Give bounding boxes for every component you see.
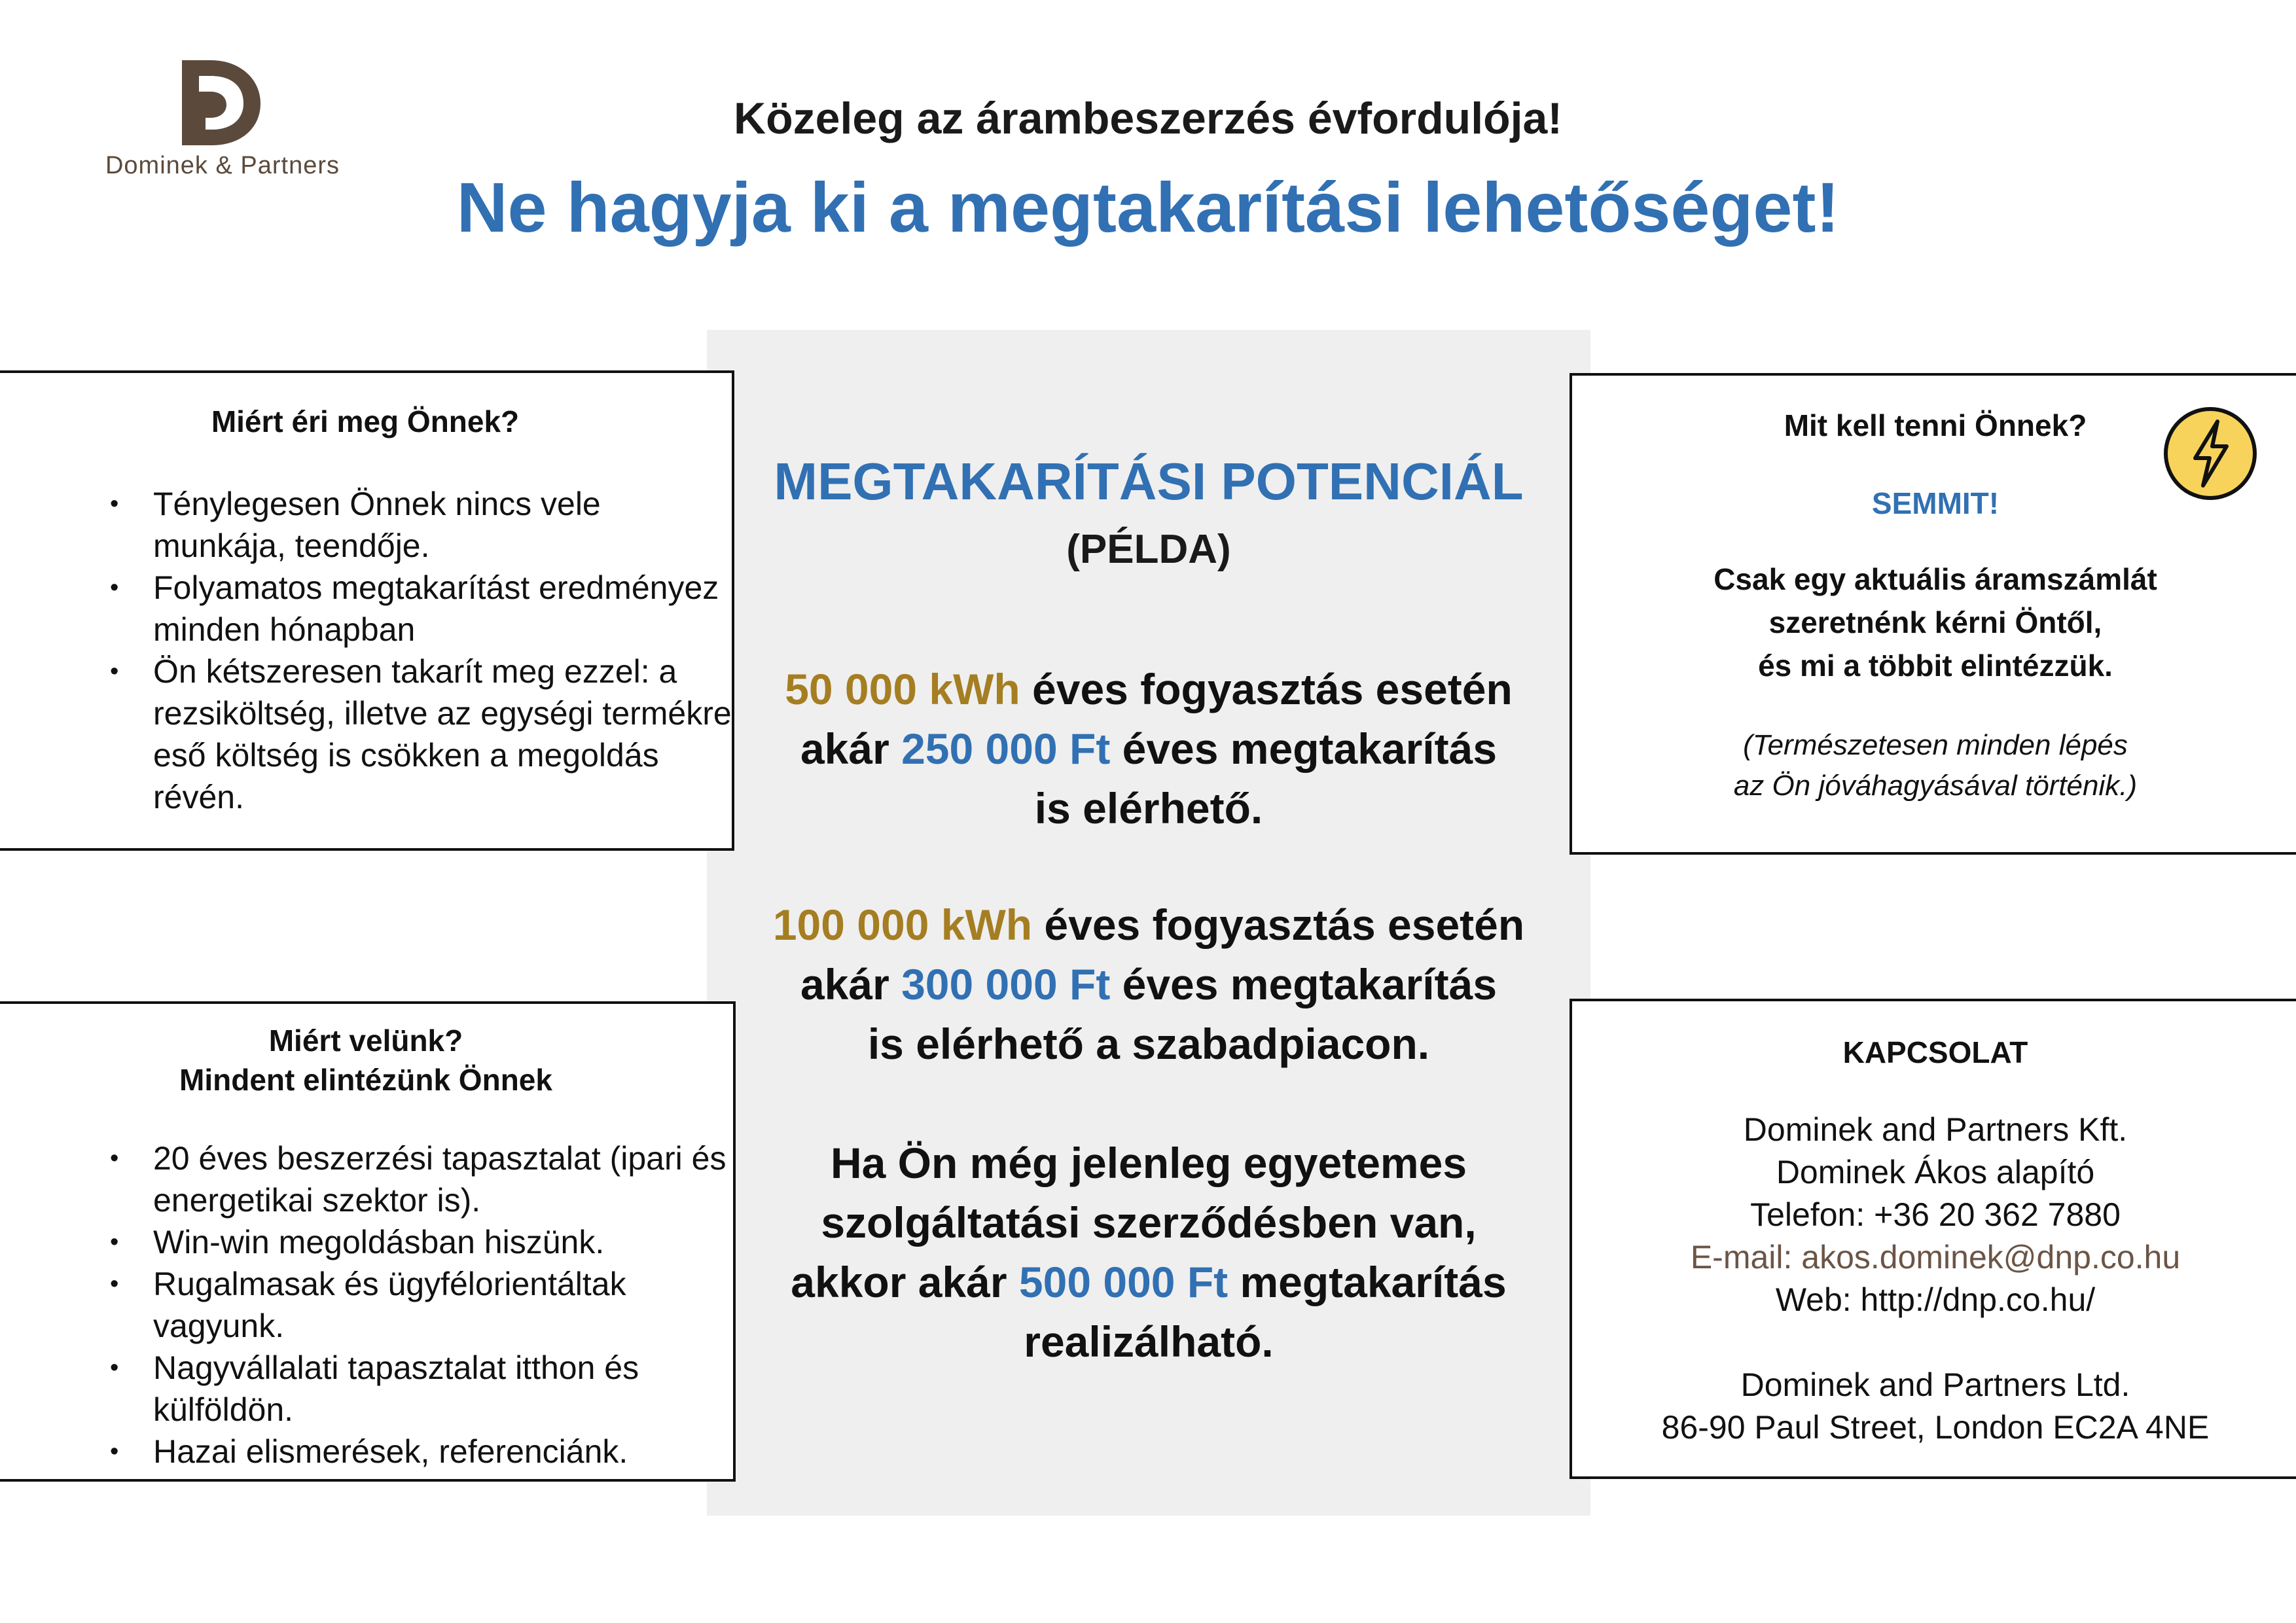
list-item: • Ön kétszeresen takarít meg ezzel: a rezsiköltség, illetve az egységi termékre eső költség is csökken a megoldás révén. — [0, 651, 732, 818]
example-2-text-b: akár — [800, 960, 902, 1008]
example-1-text-b: akár — [800, 724, 902, 773]
example-3-line-2: szolgáltatási szerződésben van, — [821, 1198, 1477, 1247]
example-3-text-b: megtakarítás — [1228, 1258, 1507, 1306]
example-1-saving: 250 000 Ft — [901, 724, 1111, 773]
contact-box — [1570, 999, 2296, 1479]
contact-details — [1572, 1109, 2296, 1449]
why-worth-box — [0, 370, 734, 851]
contact-address: 86-90 Paul Street, London EC2A 4NE — [1661, 1409, 2210, 1446]
todo-title: Mit kell tenni Önnek? — [1784, 408, 2087, 442]
example-2-text-a: éves fogyasztás esetén — [1032, 901, 1525, 949]
example-1-text-a: éves fogyasztás esetén — [1020, 665, 1513, 713]
list-item: • Folyamatos megtakarítást eredményez minden hónapban — [0, 567, 732, 651]
todo-answer: SEMMIT! — [1871, 486, 2000, 520]
example-3-saving: 500 000 Ft — [1018, 1258, 1229, 1306]
contact-company-hu: Dominek and Partners Kft. — [1743, 1111, 2128, 1148]
why-us-list — [0, 1137, 733, 1472]
why-worth-list — [0, 483, 732, 818]
why-us-title-line-1: Miért velünk? — [268, 1024, 463, 1058]
kicker-title: Közeleg az árambeszerzés évfordulója! — [733, 94, 1562, 143]
example-3 — [707, 1133, 1590, 1372]
contact-phone: Telefon: +36 20 362 7880 — [1750, 1196, 2121, 1233]
contact-title: KAPCSOLAT — [1842, 1035, 2028, 1069]
why-worth-title: Miért éri meg Önnek? — [211, 404, 520, 438]
example-1-amount: 50 000 kWh — [785, 665, 1020, 713]
list-item: • Win-win megoldásban hiszünk. — [0, 1221, 733, 1263]
contact-email-link[interactable]: E-mail: akos.dominek@dnp.co.hu — [1690, 1239, 2181, 1275]
potential-title: MEGTAKARÍTÁSI POTENCIÁL — [774, 452, 1524, 510]
list-item: • 20 éves beszerzési tapasztalat (ipari és energetikai szektor is). — [0, 1137, 733, 1221]
todo-note — [1572, 725, 2296, 806]
lightning-bolt-icon — [2162, 406, 2258, 501]
list-item: • Ténylegesen Önnek nincs vele munkája, teendője. — [0, 483, 732, 567]
example-2-text-d: is elérhető a szabadpiacon. — [867, 1020, 1430, 1068]
example-1-text-d: is elérhető. — [1034, 784, 1263, 832]
example-3-text-a: akkor akár — [791, 1258, 1019, 1306]
todo-main-line-3: és mi a többit elintézzük. — [1758, 649, 2113, 683]
todo-note-line-1: (Természetesen minden lépés — [1743, 729, 2128, 761]
todo-main-line-2: szeretnénk kérni Öntől, — [1768, 605, 2102, 639]
brand-name: Dominek & Partners — [105, 152, 340, 179]
headline: Ne hagyja ki a megtakarítási lehetőséget! — [456, 168, 1840, 247]
todo-main-text — [1572, 558, 2296, 687]
example-1 — [707, 660, 1590, 838]
potential-subtitle: (PÉLDA) — [1066, 527, 1231, 572]
contact-web-link[interactable]: Web: http://dnp.co.hu/ — [1775, 1281, 2096, 1318]
example-2 — [707, 895, 1590, 1074]
contact-company-uk: Dominek and Partners Ltd. — [1740, 1366, 2130, 1403]
list-item: • Rugalmasak és ügyfélorientáltak vagyunk. — [0, 1263, 733, 1347]
example-1-text-c: éves megtakarítás — [1110, 724, 1498, 773]
why-us-box — [0, 1001, 736, 1482]
example-3-line-1: Ha Ön még jelenleg egyetemes — [830, 1139, 1467, 1187]
example-2-amount: 100 000 kWh — [772, 901, 1033, 949]
todo-note-line-2: az Ön jóváhagyásával történik.) — [1733, 770, 2138, 802]
list-item: • Nagyvállalati tapasztalat itthon és külföldön. — [0, 1347, 733, 1431]
example-3-line-4: realizálható. — [1024, 1317, 1274, 1366]
why-us-title — [0, 1021, 733, 1099]
list-item: • Hazai elismerések, referenciánk. — [0, 1431, 733, 1472]
contact-person: Dominek Ákos alapító — [1776, 1154, 2095, 1190]
todo-main-line-1: Csak egy aktuális áramszámlát — [1713, 562, 2157, 596]
example-2-text-c: éves megtakarítás — [1110, 960, 1498, 1008]
example-2-saving: 300 000 Ft — [901, 960, 1111, 1008]
why-us-title-line-2: Mindent elintézünk Önnek — [179, 1063, 552, 1097]
